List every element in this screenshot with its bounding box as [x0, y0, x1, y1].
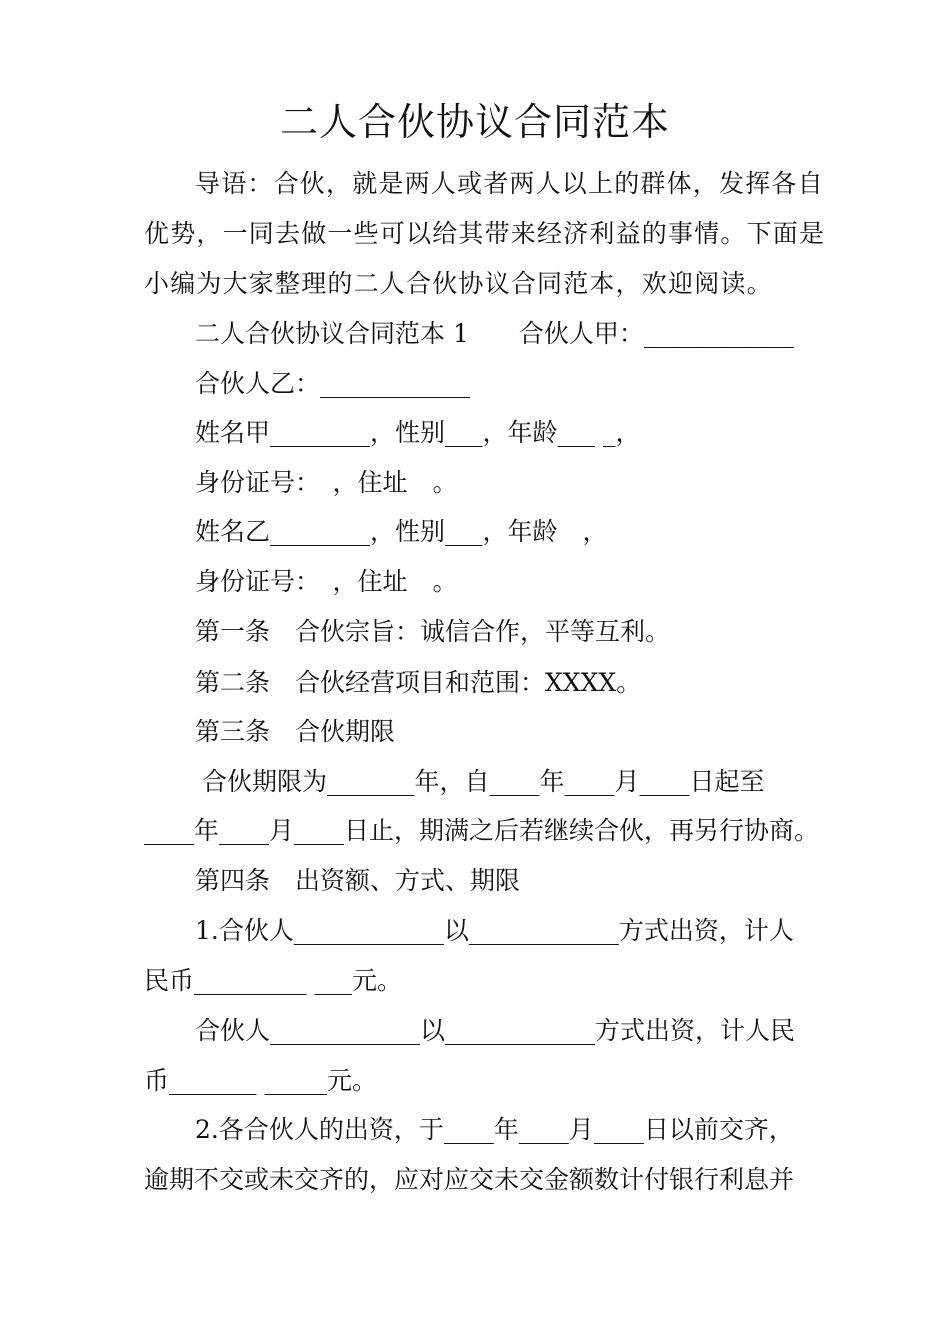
name-a-line: 姓名甲________，性别___，年龄___ _，: [195, 418, 641, 447]
capital-line-4: 币_______ _____元。: [144, 1066, 377, 1095]
article-2-line: 第二条 合伙经营项目和范围：XXXX。: [195, 668, 642, 697]
deadline-line-2: 逾期不交或未交齐的，应对应交未交金额数计付银行利息并: [144, 1165, 795, 1194]
name-b-line: 姓名乙________，性别___，年龄 ，: [195, 517, 608, 546]
capital-line-2: 民币_________ ___元。: [144, 966, 402, 995]
term-line-2: ____年____月____日止，期满之后若继续合伙，再另行协商。: [144, 816, 820, 845]
id-a-line: 身份证号： ，住址 。: [195, 468, 458, 497]
partner-b-line: 合伙人乙：____________: [195, 369, 471, 398]
deadline-line-1: 2.各合伙人的出资，于____年____月____日以前交齐，: [195, 1115, 794, 1144]
id-b-line: 身份证号： ，住址 。: [195, 567, 458, 596]
intro-line-3: 小编为大家整理的二人合伙协议合同范本，欢迎阅读。: [144, 269, 773, 298]
capital-line-3: 合伙人____________以____________方式出资，计人民: [195, 1016, 796, 1045]
term-line-1: 合伙期限为_______年，自____年____月____日起至: [202, 767, 765, 796]
intro-line-2: 优势，一同去做一些可以给其带来经济利益的事情。下面是: [144, 219, 826, 248]
article-3-heading: 第三条 合伙期限: [195, 717, 396, 746]
article-1-line: 第一条 合伙宗旨：诚信合作，平等互利。: [195, 617, 671, 646]
document-title: 二人合伙协议合同范本: [279, 100, 670, 144]
intro-line-1: 导语：合伙，就是两人或者两人以上的群体，发挥各自: [195, 169, 824, 198]
article-4-heading: 第四条 出资额、方式、期限: [195, 866, 521, 895]
capital-line-1: 1.合伙人____________以____________方式出资，计人: [195, 916, 794, 945]
contract-heading-line: 二人合伙协议合同范本 1 合伙人甲：____________: [195, 319, 794, 348]
